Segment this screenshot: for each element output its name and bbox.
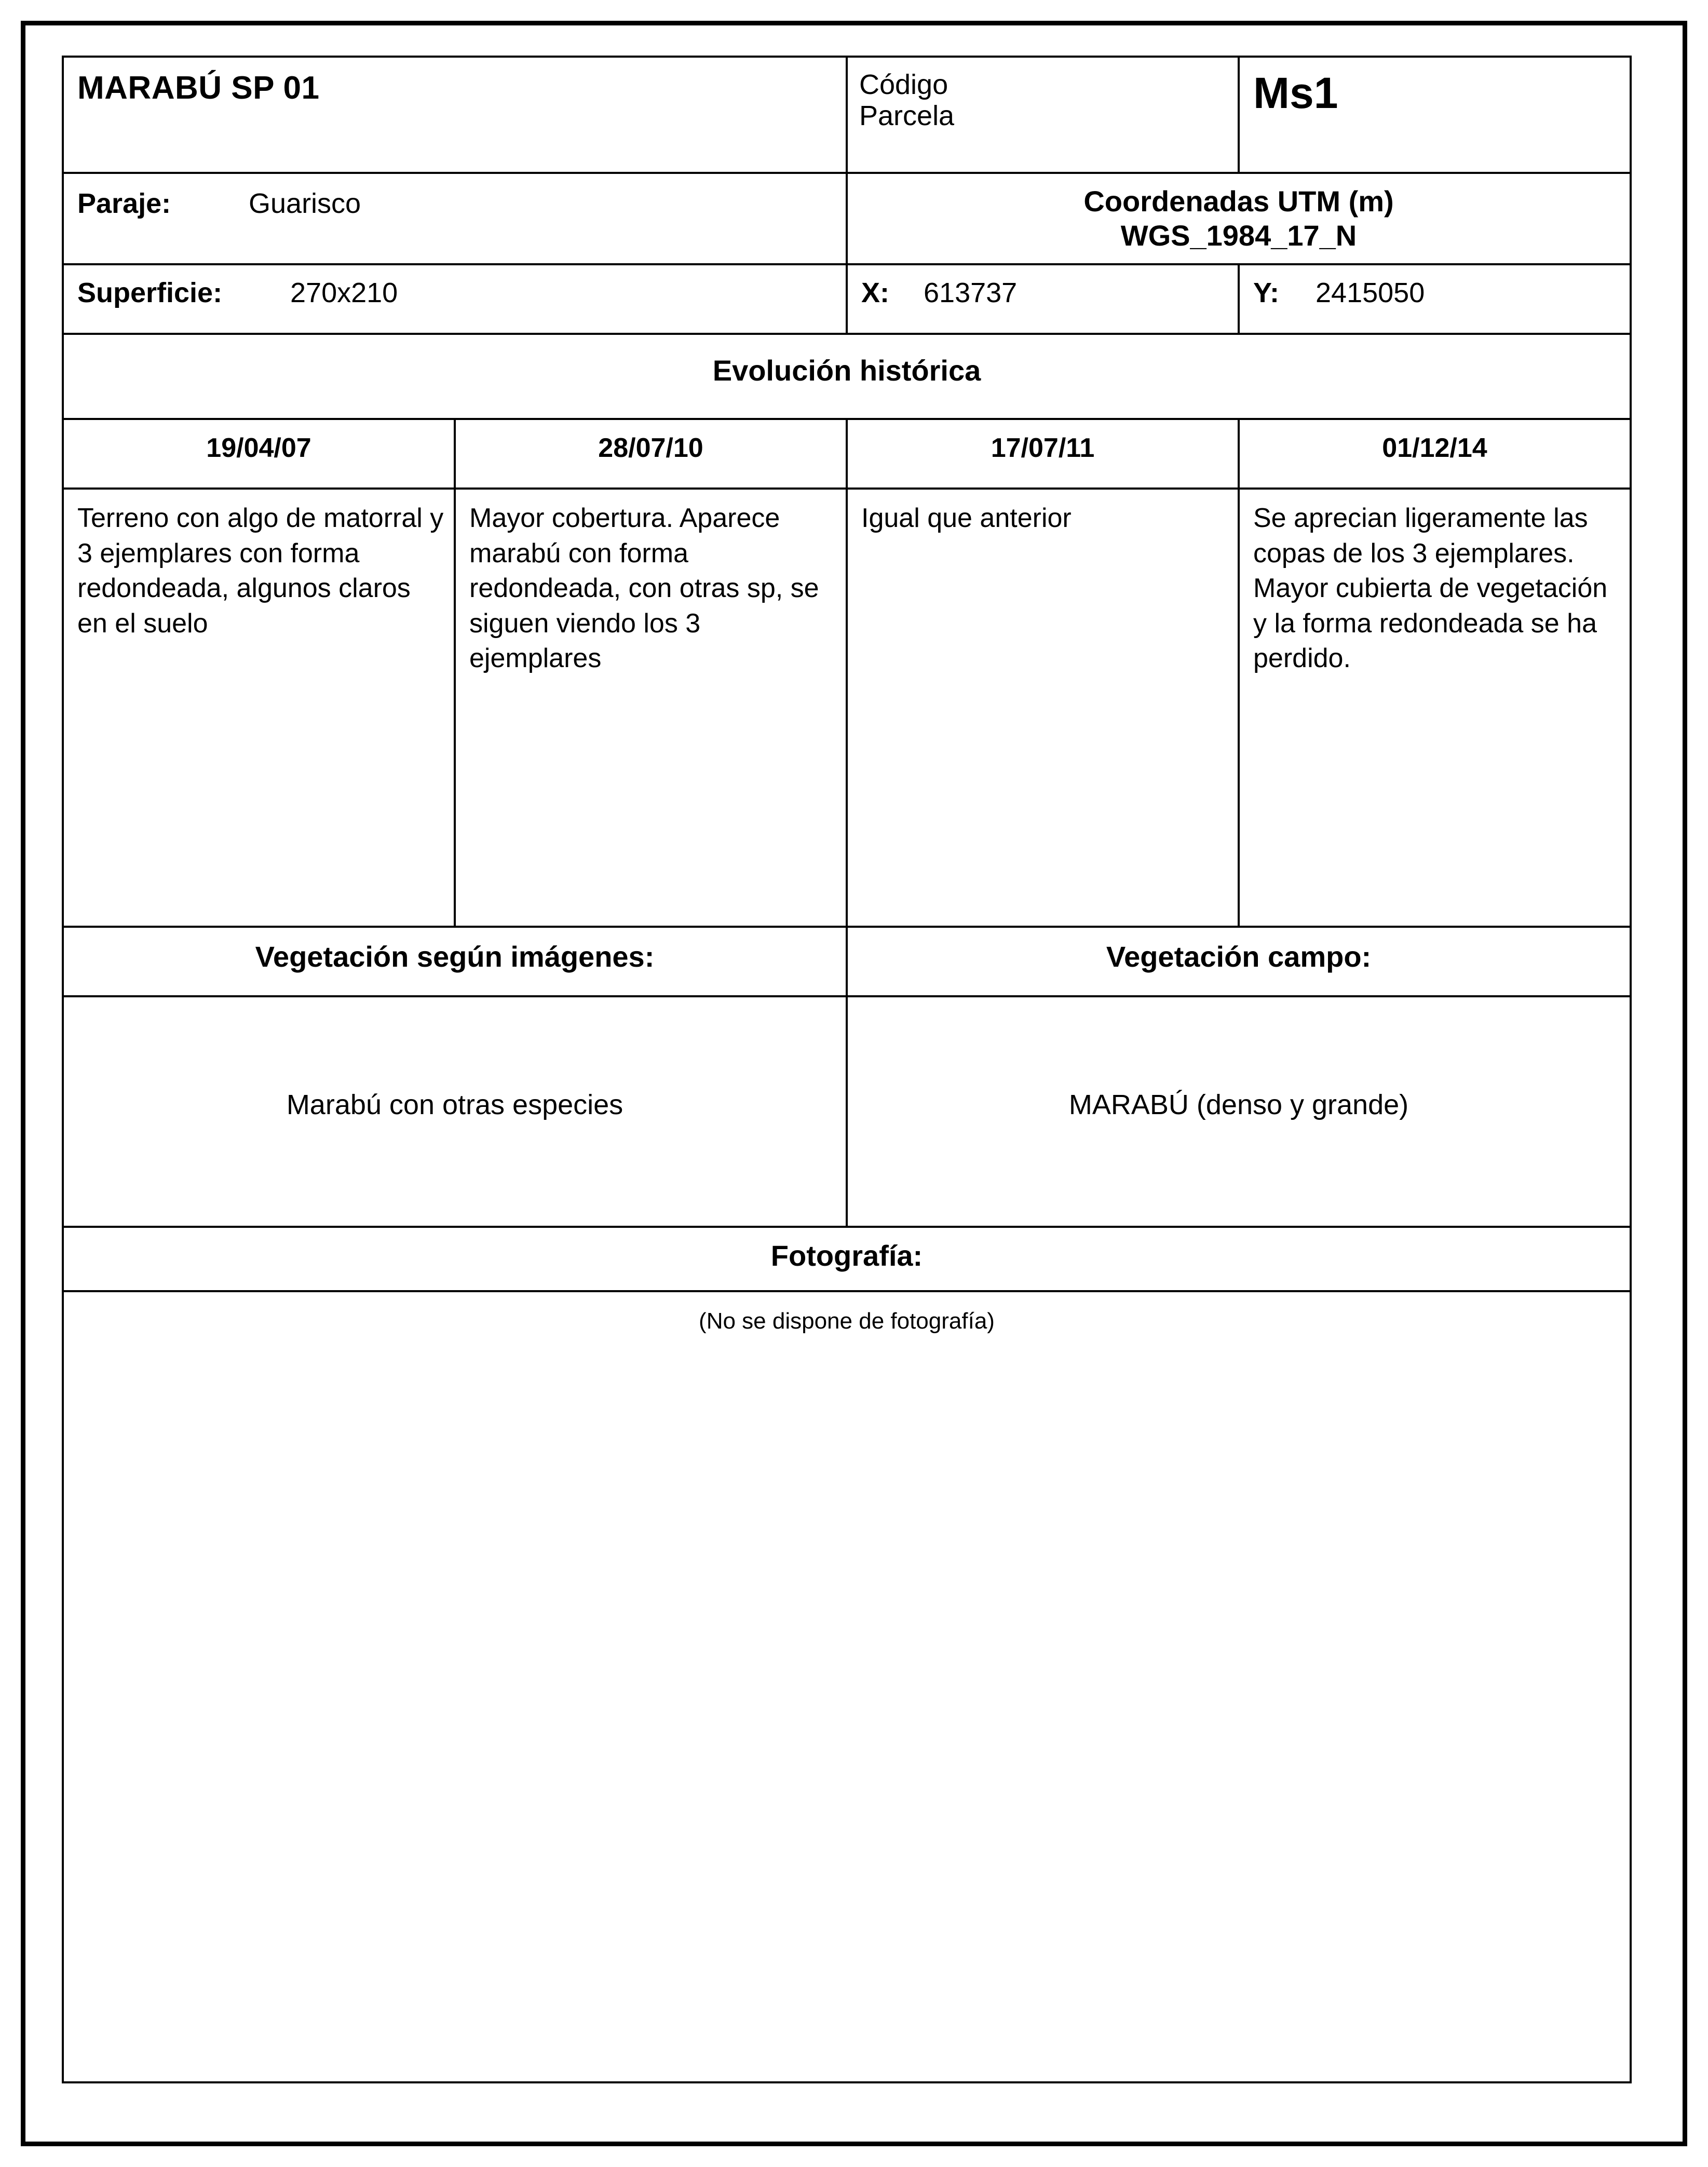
evolution-date: 19/04/07: [206, 433, 311, 463]
table-row-photo-body: [63, 1291, 1631, 2082]
paraje-label: Paraje:: [77, 188, 171, 219]
table-row-superficie: [63, 264, 1631, 334]
parcel-code-value: Ms1: [1253, 69, 1338, 117]
table-row-descriptions: [63, 489, 1631, 927]
cell-photo-body: [63, 1291, 1631, 2082]
coordinates-title: Coordenadas UTM (m): [1083, 185, 1394, 218]
coord-x-label: X:: [861, 277, 889, 308]
evolution-description: Mayor cobertura. Aparece marabú con forma redondeada, con otras sp, se siguen viendo los 3 ejemplares: [469, 503, 819, 674]
cell-superficie: [63, 264, 847, 334]
cell-paraje: [63, 173, 847, 264]
cell-vegetation-field-label: [847, 927, 1631, 996]
evolution-description: Terreno con algo de matorral y 3 ejemplares con forma redondeada, algunos claros en el suelo: [77, 503, 444, 639]
evolution-date: 01/12/14: [1382, 433, 1487, 463]
cell-coordenadas-header: [847, 173, 1631, 264]
cell-photo-label: [63, 1227, 1631, 1291]
cell-vegetation-field-value: [847, 996, 1631, 1227]
cell-date-3: [847, 419, 1239, 489]
codigo-label-line1: Código: [859, 69, 948, 100]
table-row-vegetation-values: [63, 996, 1631, 1227]
table-row-vegetation-headers: [63, 927, 1631, 996]
superficie-value: 270x210: [290, 277, 398, 308]
cell-date-2: [455, 419, 847, 489]
evolution-description: Igual que anterior: [861, 503, 1072, 533]
vegetation-field-label: Vegetación campo:: [1106, 940, 1372, 973]
table-row-paraje: [63, 173, 1631, 264]
vegetation-images-label: Vegetación según imágenes:: [255, 940, 655, 973]
cell-description-1: [63, 489, 455, 927]
coordinates-datum: WGS_1984_17_N: [1120, 219, 1357, 252]
cell-codigo-label: [847, 57, 1239, 173]
cell-description-4: [1239, 489, 1631, 927]
table-row-dates: [63, 419, 1631, 489]
cell-coord-x: [847, 264, 1239, 334]
cell-description-2: [455, 489, 847, 927]
coord-y-label: Y:: [1253, 277, 1279, 308]
photo-unavailable-note: (No se dispone de fotografía): [699, 1308, 995, 1334]
coord-x-value: 613737: [924, 277, 1018, 308]
codigo-label-line2: Parcela: [859, 100, 955, 132]
table-row-evolution-header: [63, 334, 1631, 419]
cell-date-1: [63, 419, 455, 489]
table-row-photo-header: [63, 1227, 1631, 1291]
vegetation-field-value: MARABÚ (denso y grande): [1068, 1089, 1409, 1120]
evolution-section-title: Evolución histórica: [712, 354, 981, 387]
paraje-value: Guarisco: [249, 188, 361, 219]
page-title: MARABÚ SP 01: [77, 70, 320, 106]
cell-evolution-title: [63, 334, 1631, 419]
cell-codigo-value: [1239, 57, 1631, 173]
evolution-date: 17/07/11: [991, 433, 1095, 463]
parcel-record-sheet: [62, 56, 1630, 2083]
cell-vegetation-images-label: [63, 927, 847, 996]
table-row-title: [63, 57, 1631, 173]
cell-vegetation-images-value: [63, 996, 847, 1227]
vegetation-images-value: Marabú con otras especies: [286, 1089, 623, 1120]
parcel-form-table: [62, 56, 1632, 2083]
cell-coord-y: [1239, 264, 1631, 334]
page-border: [21, 21, 1687, 2146]
photo-label: Fotografía:: [770, 1239, 923, 1272]
evolution-description: Se aprecian ligeramente las copas de los 3 ejemplares. Mayor cubierta de vegetación y la forma redondeada se ha perdido.: [1253, 503, 1608, 674]
cell-date-4: [1239, 419, 1631, 489]
cell-description-3: [847, 489, 1239, 927]
evolution-date: 28/07/10: [598, 433, 703, 463]
superficie-label: Superficie:: [77, 277, 223, 308]
cell-title: [63, 57, 847, 173]
coord-y-value: 2415050: [1316, 277, 1425, 308]
